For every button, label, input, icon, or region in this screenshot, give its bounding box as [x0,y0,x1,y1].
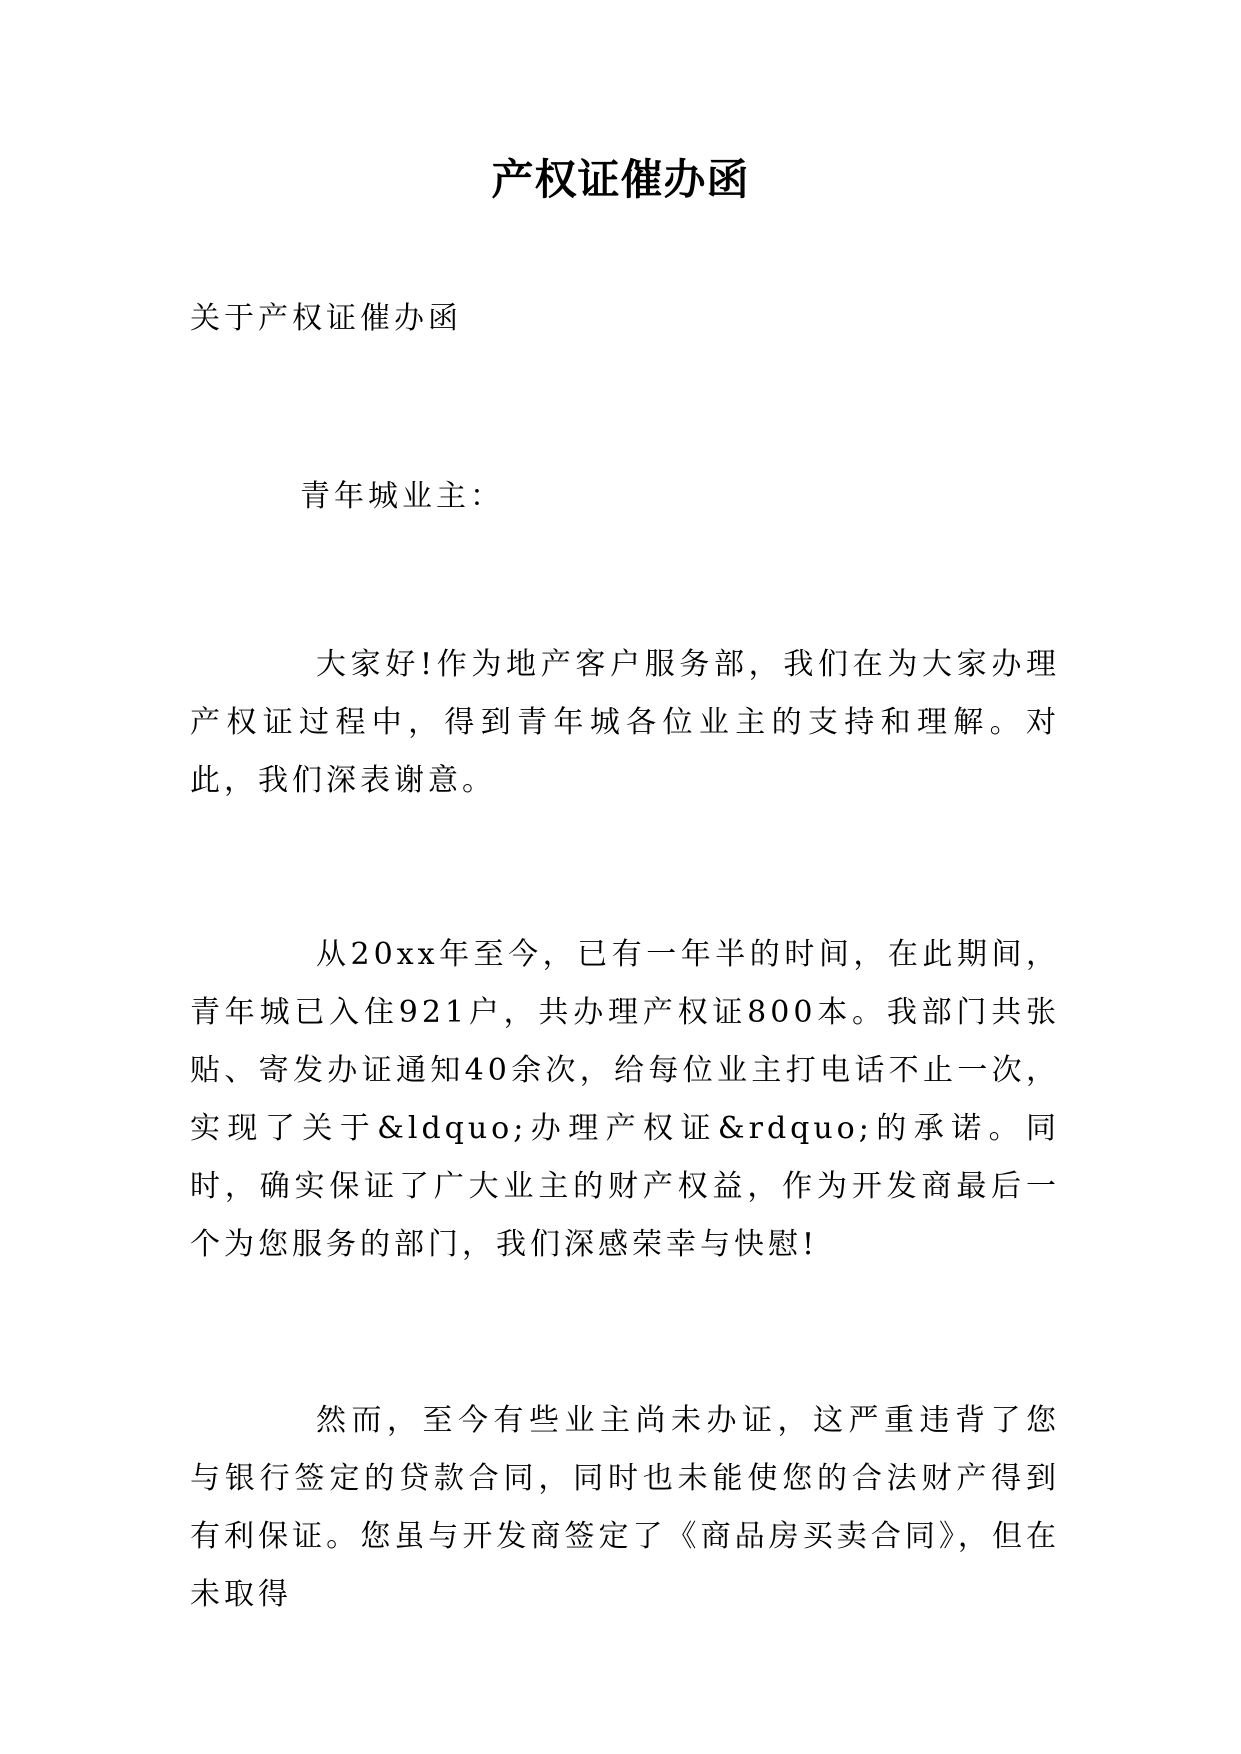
paragraph-1: 大家好!作为地产客户服务部，我们在为大家办理产权证过程中，得到青年城各位业主的支持和理解。对此，我们深表谢意。 [190,647,1060,798]
document-title: 产权证催办函 [491,155,750,204]
paragraph-3: 然而，至今有些业主尚未办证，这严重违背了您与银行签定的贷款合同，同时也未能使您的合法财产得到有利保证。您虽与开发商签定了《商品房买卖合同》，但在未取得 [190,1403,1060,1612]
salutation: 青年城业主： [300,479,504,514]
paragraph-2: 从20xx年至今，已有一年半的时间，在此期间，青年城已入住921户，共办理产权证800本。我部门共张贴、寄发办证通知40余次，给每位业主打电话不止一次，实现了关于&ldquo;办理产权证&rdquo;的承诺。同时，确实保证了广大业主的财产权益，作为开发商最后一个为您服务的部门，我们深感荣幸与快慰! [190,937,1060,1262]
document-subject: 关于产权证催办函 [190,301,462,336]
